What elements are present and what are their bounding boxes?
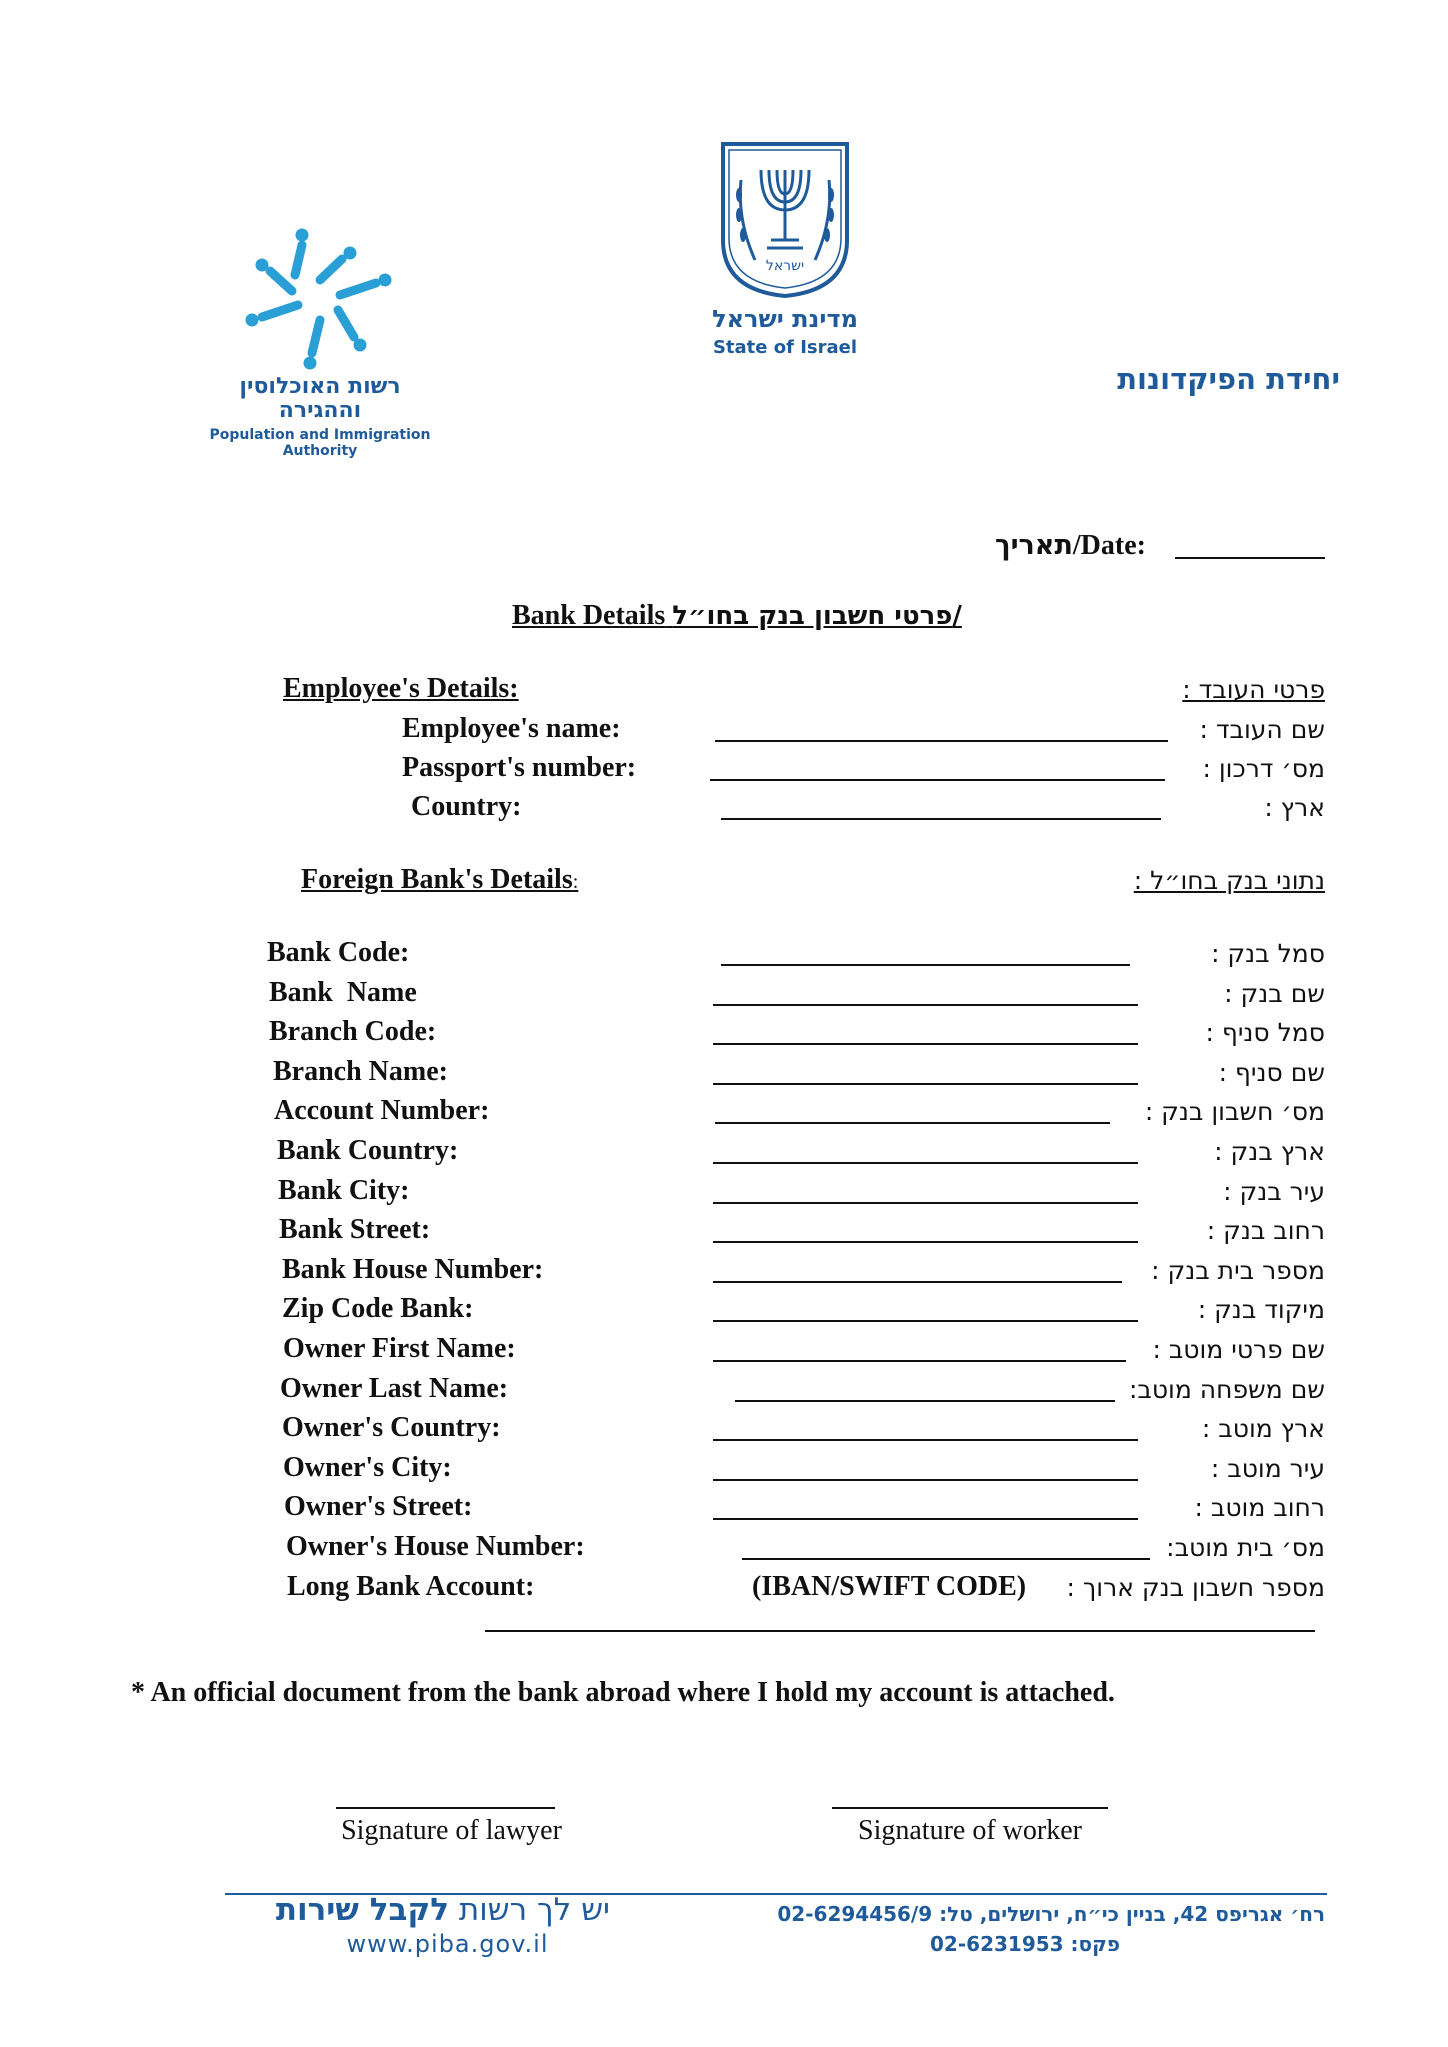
page-title — [512, 600, 962, 632]
account-number-label-he: מס׳ חשבון בנק : — [1144, 1097, 1325, 1127]
footer-website[interactable]: www.piba.gov.il — [346, 1930, 549, 1958]
owner-s-house-number-label-he: מס׳ בית מוטב: — [1166, 1533, 1325, 1562]
bank-country-label-he: ארץ בנק : — [1214, 1137, 1325, 1166]
owner-last-name-label: Owner Last Name: — [280, 1372, 509, 1404]
bank-section-heading-he: נתוני בנק בחו״ל : — [1133, 866, 1325, 895]
owner-s-city-field[interactable] — [713, 1479, 1138, 1481]
owner-s-street-field[interactable] — [713, 1518, 1138, 1520]
state-name-en: State of Israel — [712, 337, 858, 358]
date-field[interactable] — [1175, 557, 1325, 559]
bank-street-label: Bank Street: — [279, 1214, 431, 1246]
authority-name-he-line2: וההגירה — [278, 398, 362, 423]
branch-code-label: Branch Code: — [269, 1016, 437, 1048]
lawyer-signature-label: Signature of lawyer — [341, 1815, 562, 1846]
employee-name-label-he: שם העובד : — [1199, 715, 1325, 744]
employee-country-label-he: ארץ : — [1264, 793, 1325, 822]
employee-section-heading-he: פרטי העובד : — [1182, 675, 1325, 704]
bank-house-number-label: Bank House Number: — [282, 1253, 544, 1285]
footer-slogan — [275, 1892, 610, 1928]
employee-section-heading: Employee's Details: — [283, 673, 519, 704]
bank-section-heading-text: Foreign Bank's Details — [301, 864, 573, 895]
owner-first-name-field[interactable] — [713, 1360, 1126, 1362]
state-name-he: מדינת ישראל — [712, 305, 858, 333]
bank-house-number-label-he: מספר בית בנק : — [1151, 1255, 1325, 1285]
owner-s-street-label: Owner's Street: — [284, 1491, 473, 1523]
branch-code-field[interactable] — [713, 1043, 1138, 1045]
date-label-en: /Date: — [1072, 530, 1146, 561]
owner-s-street-label-he: רחוב מוטב : — [1194, 1493, 1325, 1523]
bank-city-label-he: עיר בנק : — [1223, 1176, 1325, 1206]
owner-s-country-label: Owner's Country: — [282, 1412, 501, 1444]
account-number-field[interactable] — [715, 1122, 1110, 1124]
attachment-note: * An official document from the bank abroad where I hold my account is attached. — [131, 1677, 1115, 1708]
owner-first-name-label-he: שם פרטי מוטב : — [1152, 1335, 1325, 1364]
employee-name-label: Employee's name: — [402, 713, 621, 744]
long-bank-account-label: Long Bank Account: — [287, 1570, 535, 1602]
date-row — [995, 530, 1146, 566]
owner-s-city-label-he: עיר מוטב : — [1210, 1453, 1325, 1483]
owner-first-name-label: Owner First Name: — [283, 1333, 516, 1364]
unit-name: יחידת הפיקדונות — [1117, 362, 1340, 396]
authority-name-en-line1: Population and Immigration — [209, 427, 431, 443]
menorah-emblem-icon — [715, 140, 855, 300]
bank-name-label: Bank Name — [269, 976, 417, 1008]
zip-code-bank-field[interactable] — [713, 1320, 1138, 1322]
bank-house-number-field[interactable] — [713, 1281, 1122, 1283]
title-he: פרטי חשבון בנק בחו״ל/ — [672, 601, 962, 631]
owner-s-city-label: Owner's City: — [283, 1451, 452, 1483]
authority-name-he-line1: רשות האוכלוסין — [239, 374, 401, 399]
branch-code-label-he: סמל סניף : — [1205, 1018, 1325, 1048]
bank-name-label-he: שם בנק : — [1224, 978, 1325, 1008]
worker-signature-field[interactable] — [832, 1807, 1108, 1809]
owner-last-name-field[interactable] — [735, 1400, 1115, 1402]
state-emblem — [690, 140, 880, 360]
authority-name-en-line2: Authority — [282, 443, 358, 459]
date-label-he: תאריך — [995, 530, 1073, 561]
owner-last-name-label-he: שם משפחה מוטב: — [1128, 1374, 1325, 1404]
branch-name-label-he: שם סניף : — [1218, 1057, 1325, 1087]
bank-name-field[interactable] — [713, 1004, 1138, 1006]
bank-code-field[interactable] — [721, 964, 1130, 966]
lawyer-signature-field[interactable] — [336, 1807, 555, 1809]
long-bank-account-field[interactable] — [485, 1630, 1315, 1632]
long-bank-account-label-he: מספר חשבון בנק ארוך : — [1066, 1572, 1325, 1602]
owner-s-house-number-label: Owner's House Number: — [286, 1531, 585, 1562]
bank-section-heading-suffix: : — [572, 871, 579, 893]
bank-country-field[interactable] — [713, 1162, 1138, 1164]
pia-logo — [205, 225, 435, 465]
bank-city-field[interactable] — [713, 1202, 1138, 1204]
bank-city-label: Bank City: — [278, 1174, 410, 1206]
bank-code-label-he: סמל בנק : — [1211, 939, 1325, 968]
bank-country-label: Bank Country: — [277, 1135, 459, 1166]
pia-star-icon — [240, 225, 400, 370]
owner-s-country-label-he: ארץ מוטב : — [1201, 1414, 1325, 1444]
branch-name-field[interactable] — [713, 1083, 1138, 1085]
worker-signature-label: Signature of worker — [858, 1815, 1082, 1846]
owner-s-house-number-field[interactable] — [742, 1558, 1150, 1560]
iban-swift-code-label: (IBAN/SWIFT CODE) — [752, 1570, 1027, 1602]
title-en: Bank Details — [512, 600, 666, 631]
bank-section-heading — [301, 864, 578, 896]
passport-number-label-he: מס׳ דרכון : — [1202, 754, 1325, 783]
employee-country-label: Country: — [411, 791, 522, 822]
bank-code-label: Bank Code: — [267, 937, 410, 968]
owner-s-country-field[interactable] — [713, 1439, 1138, 1441]
footer-address: רח׳ אגריפס 42, בניין כי״ח, ירושלים, טל: 02-6294456/9 — [777, 1902, 1325, 1926]
branch-name-label: Branch Name: — [273, 1055, 448, 1087]
passport-number-label: Passport's number: — [402, 752, 637, 783]
bank-street-label-he: רחוב בנק : — [1206, 1216, 1325, 1246]
slogan-light: יש לך רשות — [448, 1892, 610, 1928]
zip-code-bank-label-he: מיקוד בנק : — [1197, 1295, 1325, 1325]
account-number-label: Account Number: — [274, 1095, 490, 1127]
slogan-bold: לקבל שירות — [275, 1892, 449, 1928]
zip-code-bank-label: Zip Code Bank: — [282, 1293, 474, 1325]
bank-street-field[interactable] — [713, 1241, 1138, 1243]
emblem-label: ישראל — [765, 258, 805, 274]
footer-fax: פקס: 02-6231953 — [930, 1932, 1120, 1956]
